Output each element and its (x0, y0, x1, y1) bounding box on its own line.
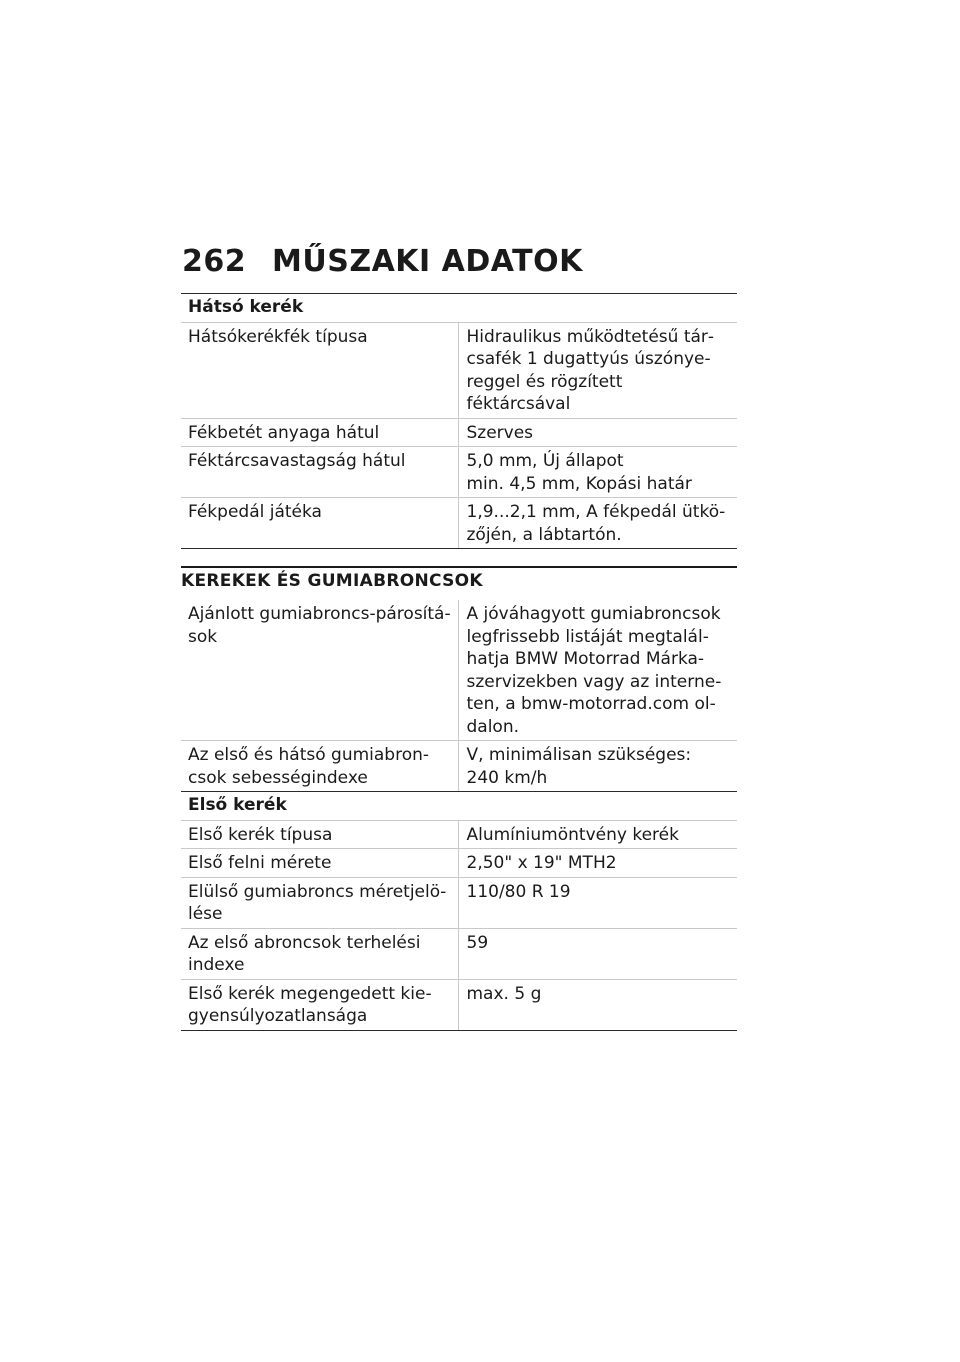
spec-value: V, minimálisan szükséges: 240 km/h (458, 741, 737, 792)
table-row (181, 418, 737, 447)
spec-label: Első felni mérete (181, 849, 458, 878)
spec-value: 1,9...2,1 mm, A fékpedál ütközőjén, a lábtartón. (458, 498, 737, 549)
spec-label: Fékpedál játéka (181, 498, 458, 549)
section-gap (181, 591, 737, 600)
table-row (181, 498, 737, 549)
subsection-header (181, 792, 737, 821)
spec-value: max. 5 g (458, 979, 737, 1030)
tyres-table (181, 600, 737, 1031)
subsection-title: Hátsó kerék (181, 294, 737, 323)
table-row (181, 877, 737, 928)
spec-value: 110/80 R 19 (458, 877, 737, 928)
page-header (182, 244, 583, 279)
table-row (181, 849, 737, 878)
spec-label: Hátsókerékfék típusa (181, 322, 458, 418)
spec-value: Alumíniumöntvény kerék (458, 820, 737, 849)
spec-label: Az első és hátsó gumiabroncsok sebességindexe (181, 741, 458, 792)
spec-label: Az első abroncsok terhelési indexe (181, 928, 458, 979)
spec-value: 5,0 mm, Új állapot min. 4,5 mm, Kopási határ (458, 447, 737, 498)
section-title: KEREKEK ÉS GUMIABRONCSOK (181, 566, 737, 591)
table-row (181, 322, 737, 418)
table-row (181, 928, 737, 979)
spec-label: Első kerék megengedett kiegyensúlyozatlansága (181, 979, 458, 1030)
spec-value: Szerves (458, 418, 737, 447)
spec-label: Féktárcsavastagság hátul (181, 447, 458, 498)
chapter-title: MŰSZAKI ADATOK (272, 244, 583, 279)
page-content (181, 293, 737, 1031)
spec-value: Hidraulikus működtetésű tárcsafék 1 dugattyús úszónyereggel és rögzített féktárcsával (458, 322, 737, 418)
page-number: 262 (182, 244, 247, 279)
table-row (181, 820, 737, 849)
spec-label: Fékbetét anyaga hátul (181, 418, 458, 447)
table-row (181, 741, 737, 792)
subsection-title: Első kerék (181, 792, 737, 821)
spec-label: Elülső gumiabroncs méretjelölése (181, 877, 458, 928)
spec-value: A jóváhagyott gumiabroncsok legfrissebb listáját megtalálhatja BMW Motorrad Márkaszervizekben vagy az interneten, a bmw-motorrad.com oldalon. (458, 600, 737, 741)
rear-wheel-table (181, 293, 737, 549)
spec-label: Első kerék típusa (181, 820, 458, 849)
spec-label: Ajánlott gumiabroncs-párosítások (181, 600, 458, 741)
table-row (181, 600, 737, 741)
table-row (181, 979, 737, 1030)
subsection-header (181, 294, 737, 323)
table-row (181, 447, 737, 498)
spec-value: 59 (458, 928, 737, 979)
spec-value: 2,50" x 19" MTH2 (458, 849, 737, 878)
